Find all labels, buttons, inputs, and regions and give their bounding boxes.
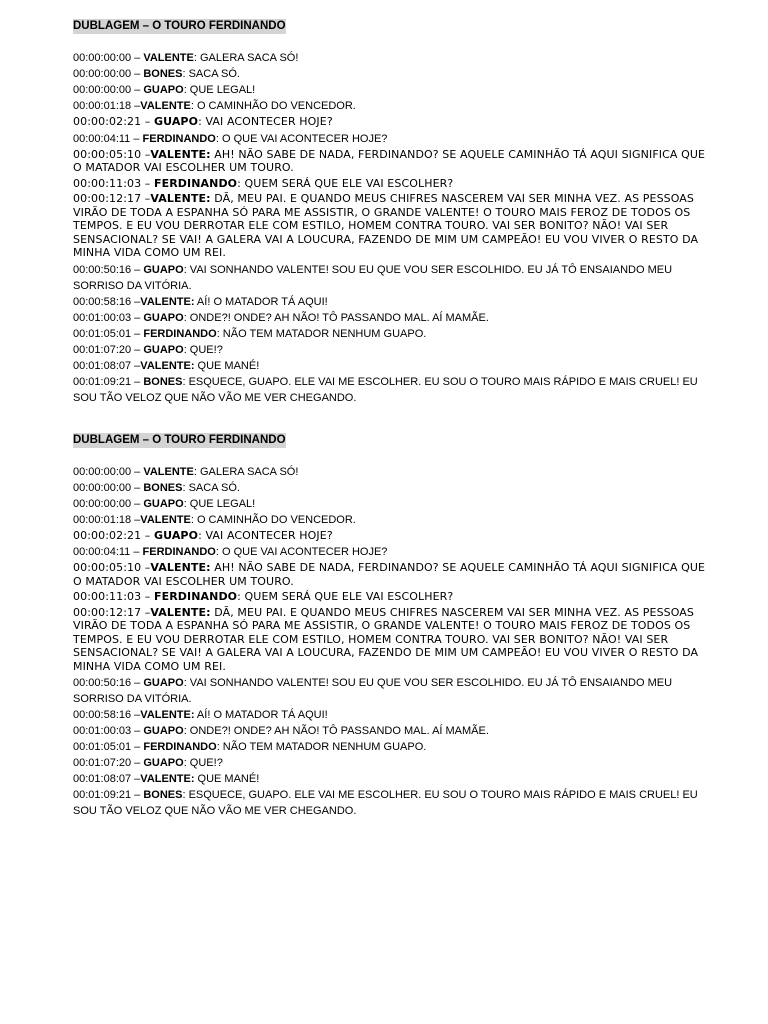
speaker-name: BONES xyxy=(143,68,183,80)
speaker-name: FERDINANDO xyxy=(143,327,217,340)
timecode: 00:00:00:00 – xyxy=(73,84,144,96)
speaker-name: GUAPO xyxy=(143,343,184,356)
dialogue-line xyxy=(73,464,709,480)
dialogue-text: DÃ, MEU PAI. E QUANDO MEUS CHIFRES NASCEREM VAI SER MINHA VEZ. AS PESSOAS VIRÃO DE TODA A ESPANHA SÓ PARA ME ASSISTIR, O GRANDE VALENTE! O TOURO MAIS FEROZ DE TODOS OS TEMPOS. E EU VOU DERROTAR ELE COM ESTILO, HOMEM CONTRA TOURO. VAI SER BONITO? NÃO! VAI SER SENSACIONAL? SE VAI! A GALERA VAI A LOUCURA, FAZENDO DE MIM UM CAMPEÃO! EU VOU VIVER O RESTO DA MINHA VIDA COMO UM REI. xyxy=(73,605,699,673)
dialogue-line xyxy=(73,755,709,771)
timecode: 00:00:50:16 – xyxy=(73,263,144,276)
speaker-name: GUAPO xyxy=(143,497,184,510)
timecode: 00:00:11:03 – xyxy=(73,590,154,603)
timecode: 00:01:05:01 – xyxy=(73,741,144,753)
dialogue-text: : VAI SONHANDO VALENTE! SOU EU QUE VOU SER ESCOLHIDO. EU JÁ TÔ ENSAIANDO MEU SORRISO DA VITÓRIA. xyxy=(73,263,673,292)
timecode: 00:00:04:11 – xyxy=(73,132,143,145)
dialogue-text: QUE MANÉ! xyxy=(194,359,260,372)
script-block xyxy=(73,16,709,406)
timecode: 00:00:05:10 – xyxy=(73,561,151,574)
dialogue-line xyxy=(73,342,709,358)
dialogue-line xyxy=(73,177,709,191)
dialogue-line xyxy=(73,82,709,98)
speaker-name: VALENTE: xyxy=(150,561,211,574)
dialogue-text: : NÃO TEM MATADOR NENHUM GUAPO. xyxy=(216,741,427,753)
dialogue-line xyxy=(73,66,709,82)
dialogue-line xyxy=(73,50,709,66)
timecode: 00:00:11:03 – xyxy=(73,176,154,190)
timecode: 00:00:00:00 – xyxy=(73,481,144,494)
dialogue-text: : QUE LEGAL! xyxy=(183,497,256,510)
speaker-name: GUAPO xyxy=(143,757,184,769)
dialogue-line xyxy=(73,374,709,406)
speaker-name: GUAPO xyxy=(143,84,184,96)
dialogue-text: QUE MANÉ! xyxy=(194,773,260,785)
dialogue-line xyxy=(73,131,709,147)
speaker-name: FERDINANDO xyxy=(154,176,238,190)
timecode: 00:00:01:18 – xyxy=(73,100,141,112)
dialogue-text: : QUE!? xyxy=(183,757,223,769)
dialogue-text: : VAI ACONTECER HOJE? xyxy=(198,115,333,128)
dialogue-line xyxy=(73,739,709,755)
dialogue-text: : QUEM SERÁ QUE ELE VAI ESCOLHER? xyxy=(237,176,454,190)
dialogue-text: AH! NÃO SABE DE NADA, FERDINANDO? SE AQUELE CAMINHÃO TÁ AQUI SIGNIFICA QUE O MATADOR VAI ESCOLHER UM TOURO. xyxy=(73,561,706,588)
speaker-name: GUAPO xyxy=(154,115,199,128)
dialogue-line xyxy=(73,590,709,604)
timecode: 00:00:02:21 – xyxy=(73,115,154,128)
dialogue-text: : ONDE?! ONDE? AH NÃO! TÔ PASSANDO MAL. AÍ MAMÃE. xyxy=(183,311,489,324)
timecode: 00:01:05:01 – xyxy=(73,327,144,340)
dialogue-text: DÃ, MEU PAI. E QUANDO MEUS CHIFRES NASCEREM VAI SER MINHA VEZ. AS PESSOAS VIRÃO DE TODA A ESPANHA SÓ PARA ME ASSISTIR, O GRANDE VALENTE! O TOURO MAIS FEROZ DE TODOS OS TEMPOS. E EU VOU DERROTAR ELE COM ESTILO, HOMEM CONTRA TOURO. VAI SER BONITO? NÃO! VAI SER SENSACIONAL? SE VAI! A GALERA VAI A LOUCURA, FAZENDO DE MIM UM CAMPEÃO! EU VOU VIVER O RESTO DA MINHA VIDA COMO UM REI. xyxy=(73,192,699,259)
document-page xyxy=(73,16,709,819)
speaker-name: FERDINANDO xyxy=(142,546,216,558)
timecode: 00:00:05:10 – xyxy=(73,147,151,161)
timecode: 00:01:09:21 – xyxy=(73,375,144,388)
speaker-name: GUAPO xyxy=(143,263,184,276)
dialogue-line xyxy=(73,262,709,294)
dialogue-text: : VAI SONHANDO VALENTE! SOU EU QUE VOU SER ESCOLHIDO. EU JÁ TÔ ENSAIANDO MEU SORRISO DA VITÓRIA. xyxy=(73,677,673,705)
speaker-name: FERDINANDO xyxy=(143,741,217,753)
speaker-name: GUAPO xyxy=(154,528,199,542)
dialogue-text: AÍ! O MATADOR TÁ AQUI! xyxy=(194,709,328,721)
dialogue-text: : VAI ACONTECER HOJE? xyxy=(198,528,333,542)
dialogue-line xyxy=(73,787,709,819)
timecode: 00:01:07:20 – xyxy=(73,757,144,769)
timecode: 00:00:01:18 – xyxy=(73,513,141,526)
timecode: 00:00:02:21 – xyxy=(73,528,154,542)
dialogue-line xyxy=(73,148,709,175)
speaker-name: VALENTE: xyxy=(150,605,211,619)
document-heading: DUBLAGEM – O TOURO FERDINANDO xyxy=(73,20,286,32)
dialogue-line xyxy=(73,358,709,374)
dialogue-text: AH! NÃO SABE DE NADA, FERDINANDO? SE AQUELE CAMINHÃO TÁ AQUI SIGNIFICA QUE O MATADOR VAI ESCOLHER UM TOURO. xyxy=(73,147,706,174)
timecode: 00:01:00:03 – xyxy=(73,311,144,324)
timecode: 00:01:08:07 – xyxy=(73,359,141,372)
document-heading: DUBLAGEM – O TOURO FERDINANDO xyxy=(73,433,286,446)
dialogue-text: : SACA SÓ. xyxy=(182,68,240,80)
timecode: 00:00:50:16 – xyxy=(73,677,144,689)
dialogue-text: : ONDE?! ONDE? AH NÃO! TÔ PASSANDO MAL. AÍ MAMÃE. xyxy=(183,725,489,737)
dialogue-text: : GALERA SACA SÓ! xyxy=(193,52,299,64)
timecode: 00:00:00:00 – xyxy=(73,497,144,510)
timecode: 00:01:09:21 – xyxy=(73,789,144,801)
timecode: 00:00:58:16 – xyxy=(73,295,141,308)
dialogue-line xyxy=(73,294,709,310)
speaker-name: VALENTE xyxy=(140,513,191,526)
dialogue-text: : NÃO TEM MATADOR NENHUM GUAPO. xyxy=(216,327,427,340)
dialogue-text: : O CAMINHÃO DO VENCEDOR. xyxy=(190,513,356,526)
script-block xyxy=(73,430,709,820)
dialogue-line xyxy=(73,512,709,528)
dialogue-line xyxy=(73,115,709,129)
speaker-name: GUAPO xyxy=(143,677,184,689)
dialogue-text: : O CAMINHÃO DO VENCEDOR. xyxy=(190,100,356,112)
speaker-name: GUAPO xyxy=(143,725,184,737)
speaker-name: VALENTE: xyxy=(150,147,211,161)
dialogue-line xyxy=(73,480,709,496)
dialogue-line xyxy=(73,544,709,560)
speaker-name: VALENTE: xyxy=(140,773,195,785)
dialogue-text: : O QUE VAI ACONTECER HOJE? xyxy=(215,132,388,145)
timecode: 00:00:12:17 – xyxy=(73,192,151,205)
speaker-name: FERDINANDO xyxy=(142,132,216,145)
dialogue-text: : O QUE VAI ACONTECER HOJE? xyxy=(215,546,388,558)
dialogue-text: : QUEM SERÁ QUE ELE VAI ESCOLHER? xyxy=(237,590,454,603)
timecode: 00:01:00:03 – xyxy=(73,725,144,737)
dialogue-line xyxy=(73,98,709,114)
speaker-name: VALENTE xyxy=(140,100,191,112)
speaker-name: VALENTE: xyxy=(140,295,195,308)
dialogue-line xyxy=(73,723,709,739)
timecode: 00:00:12:17 – xyxy=(73,605,151,619)
speaker-name: VALENTE: xyxy=(140,359,195,372)
timecode: 00:00:58:16 – xyxy=(73,709,141,721)
dialogue-text: : QUE!? xyxy=(183,343,223,356)
timecode: 00:00:00:00 – xyxy=(73,68,144,80)
timecode: 00:01:08:07 – xyxy=(73,773,141,785)
speaker-name: VALENTE xyxy=(143,52,194,64)
dialogue-text: : ESQUECE, GUAPO. ELE VAI ME ESCOLHER. EU SOU O TOURO MAIS RÁPIDO E MAIS CRUEL! EU SOU TÃO VELOZ QUE NÃO VÃO ME VER CHEGANDO. xyxy=(73,375,698,404)
dialogue-line xyxy=(73,561,709,588)
dialogue-line xyxy=(73,496,709,512)
dialogue-line xyxy=(73,310,709,326)
dialogue-text: : GALERA SACA SÓ! xyxy=(193,465,299,478)
speaker-name: GUAPO xyxy=(143,311,184,324)
timecode: 00:01:07:20 – xyxy=(73,343,144,356)
speaker-name: BONES xyxy=(143,375,183,388)
dialogue-line xyxy=(73,606,709,674)
speaker-name: BONES xyxy=(143,481,183,494)
dialogue-line xyxy=(73,192,709,260)
speaker-name: VALENTE xyxy=(143,465,194,478)
speaker-name: FERDINANDO xyxy=(154,590,238,603)
timecode: 00:00:00:00 – xyxy=(73,465,144,478)
speaker-name: BONES xyxy=(143,789,183,801)
timecode: 00:00:04:11 – xyxy=(73,546,143,558)
timecode: 00:00:00:00 – xyxy=(73,52,144,64)
dialogue-line xyxy=(73,675,709,707)
dialogue-text: : ESQUECE, GUAPO. ELE VAI ME ESCOLHER. EU SOU O TOURO MAIS RÁPIDO E MAIS CRUEL! EU SOU TÃO VELOZ QUE NÃO VÃO ME VER CHEGANDO. xyxy=(73,789,698,817)
dialogue-text: : QUE LEGAL! xyxy=(183,84,256,96)
dialogue-line xyxy=(73,529,709,543)
dialogue-line xyxy=(73,771,709,787)
dialogue-text: AÍ! O MATADOR TÁ AQUI! xyxy=(194,295,328,308)
speaker-name: VALENTE: xyxy=(150,192,211,205)
speaker-name: VALENTE: xyxy=(140,709,195,721)
dialogue-line xyxy=(73,707,709,723)
dialogue-text: : SACA SÓ. xyxy=(182,481,240,494)
dialogue-line xyxy=(73,326,709,342)
